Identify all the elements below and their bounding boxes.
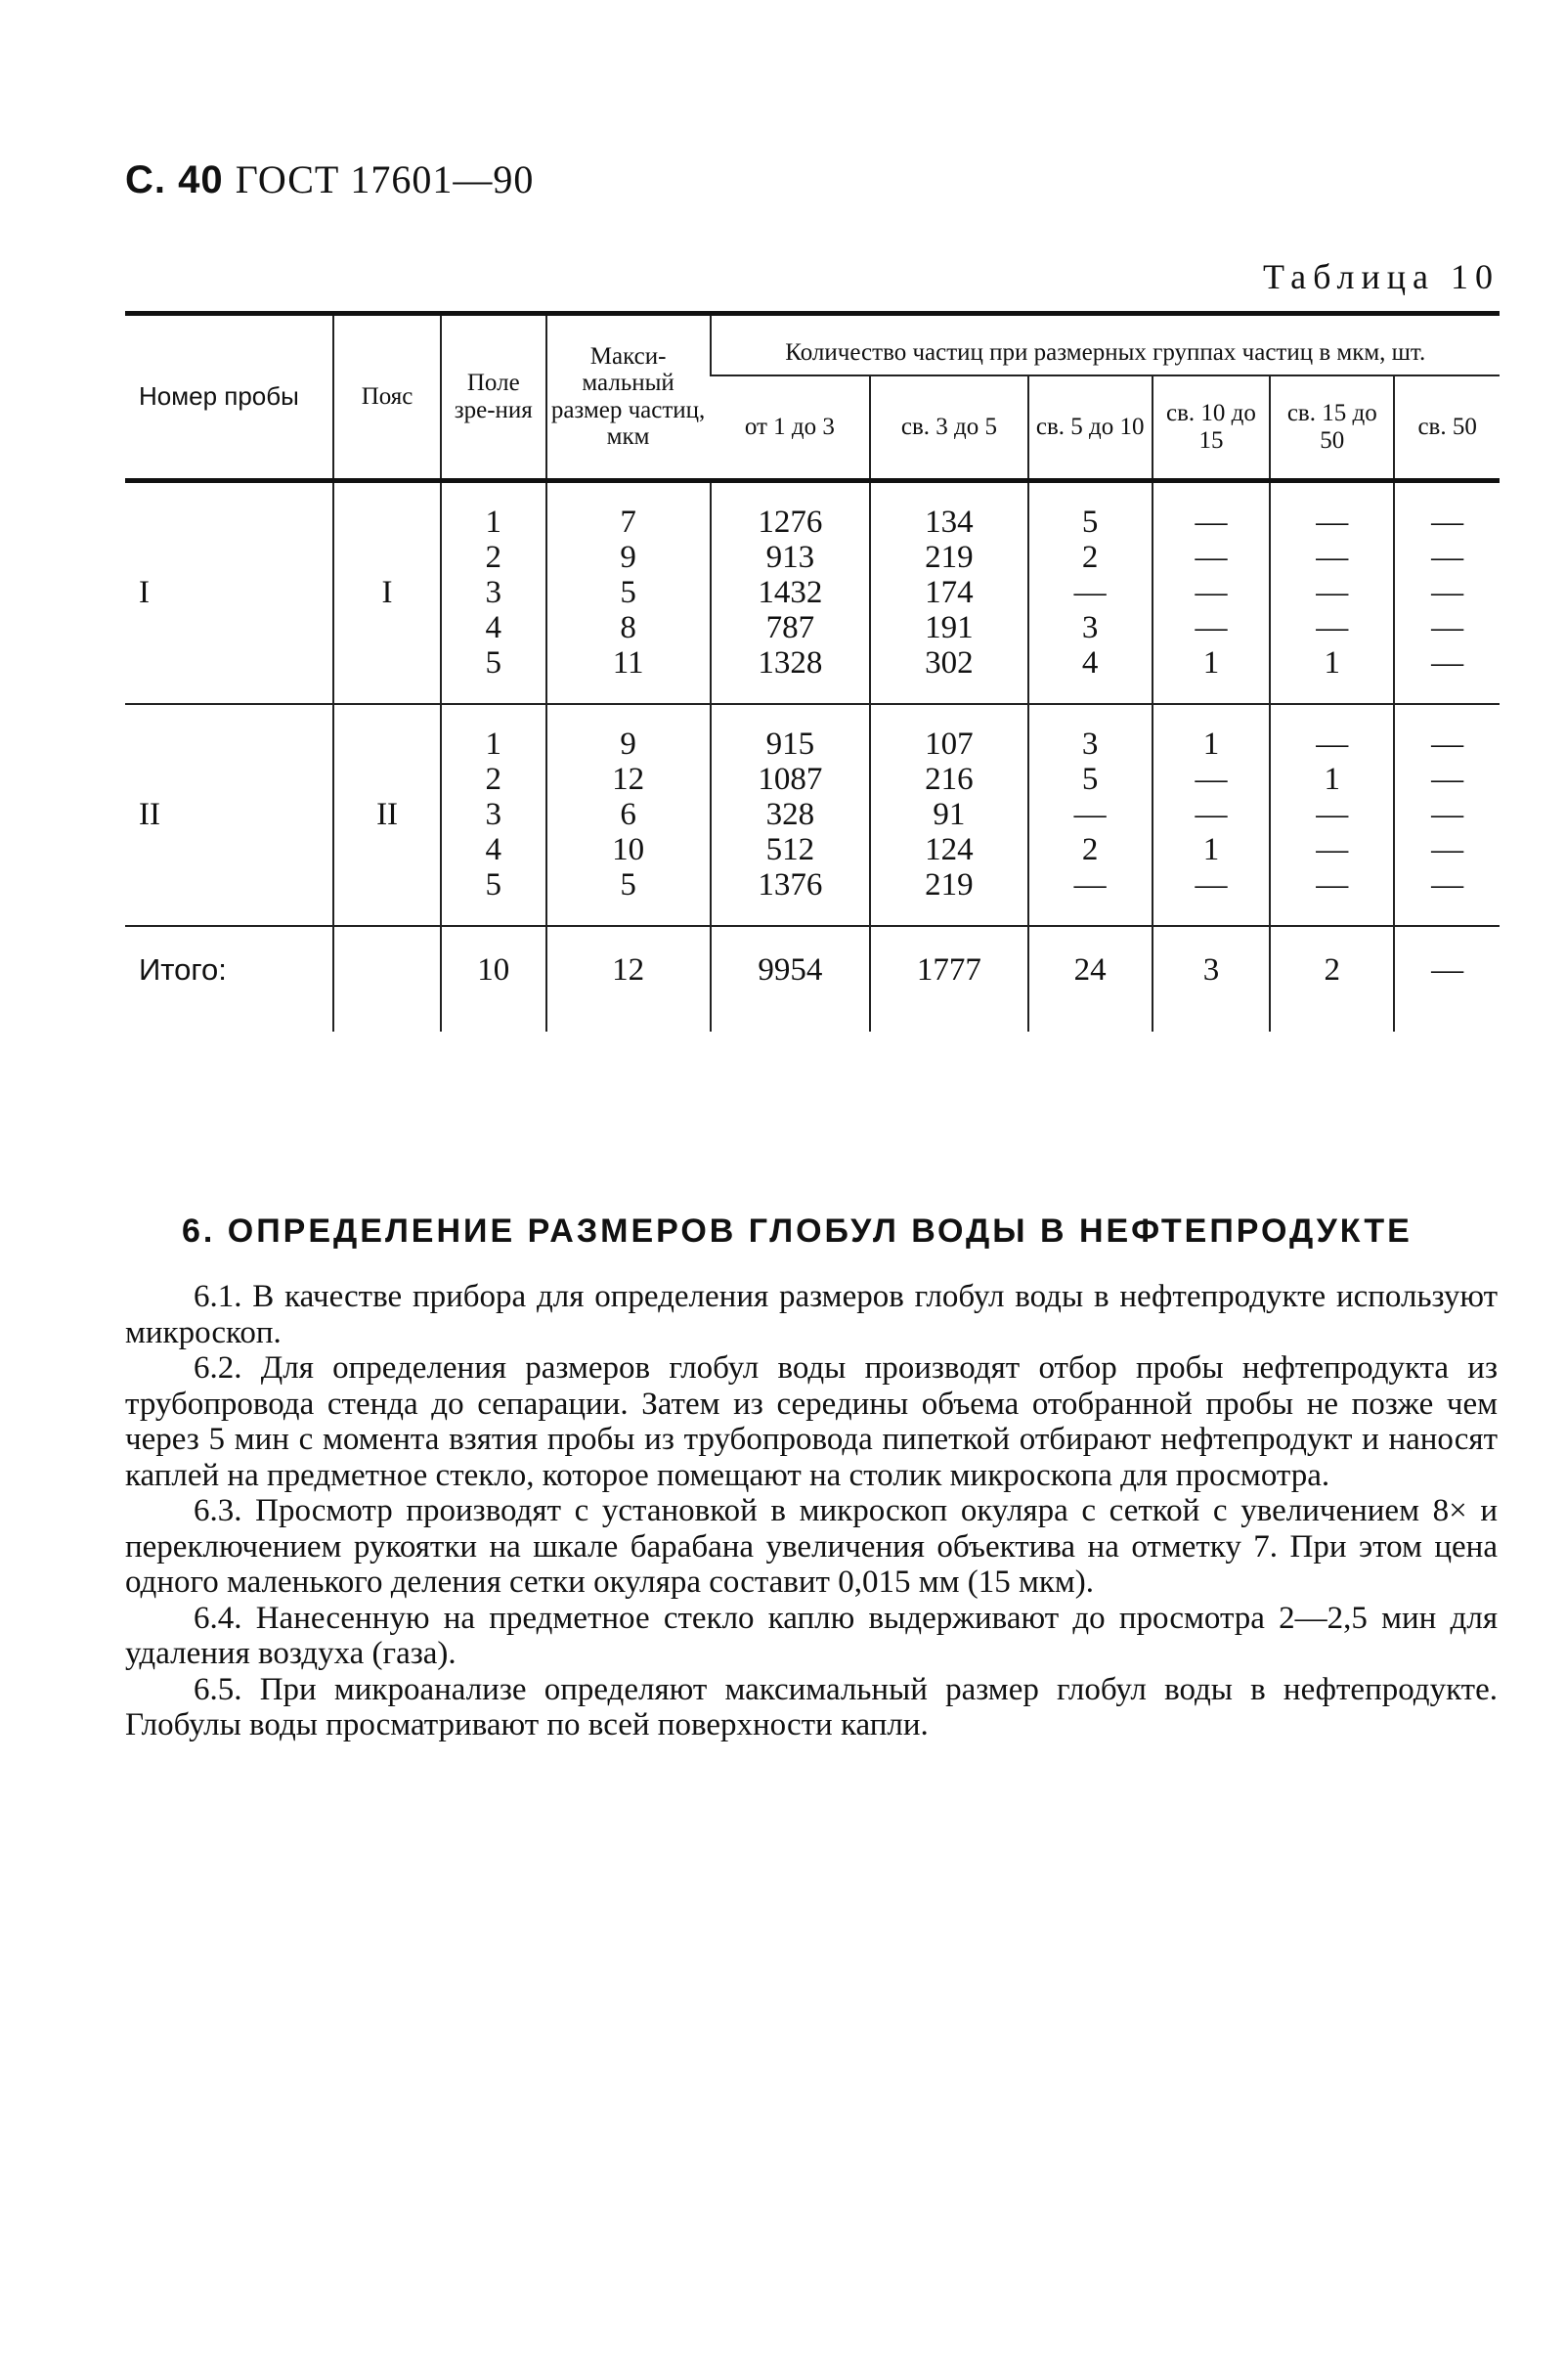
total-belt [333,926,441,1032]
total-fields: 10 [441,926,546,1032]
col-header-probe: Номер пробы [125,314,333,481]
max-size-values: 9 12 6 10 5 [612,726,645,903]
standard-number: ГОСТ 17601—90 [235,157,535,201]
total-group: 9954 [711,926,871,1032]
col-header-group: от 1 до 3 [711,375,871,481]
total-group: 1777 [870,926,1027,1032]
paragraph: 6.1. В качестве прибора для определения размеров глобул воды в нефтепродукте используют микроскоп. [125,1279,1498,1350]
paragraph: 6.4. Нанесенную на предметное стекло каплю выдерживают до просмотра 2—2,5 мин для удаления воздуха (газа). [125,1600,1498,1671]
group-values: 3 5 — 2 — [1073,726,1107,903]
col-header-max-size: Макси-мальный размер частиц, мкм [546,314,711,481]
group-values: — — — — — [1431,726,1464,903]
belt-cell: II [333,704,441,926]
col-header-groups: Количество частиц при размерных группах частиц в мкм, шт. [711,314,1500,375]
group-values: — 1 — — — [1316,726,1349,903]
col-header-group: св. 10 до 15 [1153,375,1271,481]
total-group: — [1394,926,1500,1032]
total-group: 3 [1153,926,1271,1032]
belt-cell: I [333,480,441,704]
group-values: 5 2 — 3 4 [1073,504,1107,681]
group-values: — — — — 1 [1195,504,1228,681]
col-header-belt: Пояс [333,314,441,481]
group-values: 915 1087 328 512 1376 [758,726,823,903]
section-body [125,1279,1498,1743]
total-label: Итого: [125,926,333,1032]
section-heading: 6. ОПРЕДЕЛЕНИЕ РАЗМЕРОВ ГЛОБУЛ ВОДЫ В НЕФТЕПРОДУКТЕ [182,1212,1413,1250]
field-values: 1 2 3 4 5 [485,726,502,903]
table-row [125,704,1500,926]
col-header-group: св. 3 до 5 [870,375,1027,481]
total-max-size: 12 [546,926,711,1032]
total-group: 2 [1270,926,1394,1032]
probe-number: II [125,704,333,926]
table-row [125,480,1500,704]
col-header-field: Поле зре-ния [441,314,546,481]
page-label: С. 40 [125,158,224,201]
paragraph: 6.3. Просмотр производят с установкой в микроскоп окуляра с сеткой с увеличением 8× и переключением рукоятки на шкале барабана увеличения объектива на отметку 7. При этом цена одного маленького деления сетки окуляра составит 0,015 мм (15 мкм). [125,1493,1498,1600]
group-values: — — — — — [1431,504,1464,681]
group-values: — — — — 1 [1316,504,1349,681]
col-header-group: св. 15 до 50 [1270,375,1394,481]
paragraph: 6.5. При микроанализе определяют максимальный размер глобул воды в нефтепродукте. Глобулы воды просматривают по всей поверхности капли. [125,1671,1498,1742]
group-values: 1276 913 1432 787 1328 [758,504,823,681]
group-values: 107 216 91 124 219 [925,726,974,903]
max-size-values: 7 9 5 8 11 [612,504,644,681]
group-values: 134 219 174 191 302 [925,504,974,681]
col-header-group: св. 5 до 10 [1028,375,1153,481]
col-header-group: св. 50 [1394,375,1500,481]
total-group: 24 [1028,926,1153,1032]
table-caption: Таблица 10 [1263,257,1500,296]
total-row [125,926,1500,1032]
group-values: 1 — — 1 — [1195,726,1228,903]
particle-count-table [125,311,1500,1032]
paragraph: 6.2. Для определения размеров глобул воды производят отбор пробы нефтепродукта из трубопровода стенда до сепарации. Затем из середины объема отобранной пробы не позже чем через 5 мин с момента взятия пробы из трубопровода пипеткой отбирают нефтепродукт и наносят каплей на предметное стекло, которое помещают на столик микроскопа для просмотра. [125,1350,1498,1493]
probe-number: I [139,574,150,610]
field-values: 1 2 3 4 5 [485,504,502,681]
page-header [125,156,534,202]
